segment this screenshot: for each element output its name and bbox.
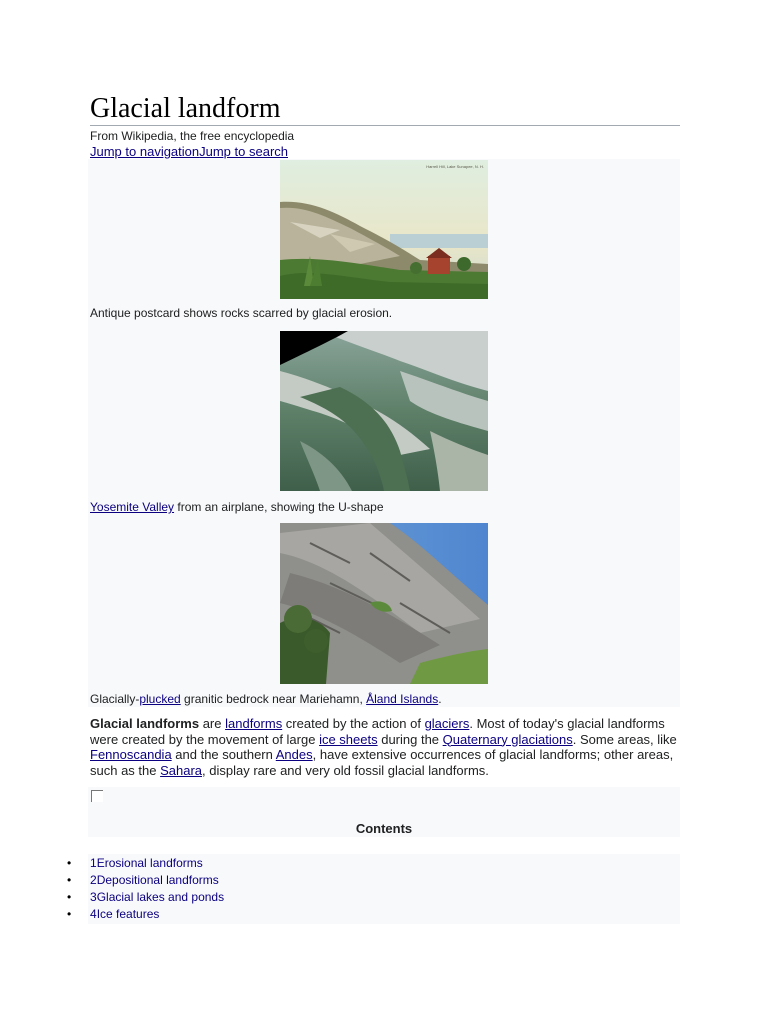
aland-islands-link[interactable]: Åland Islands [366, 692, 439, 706]
plucked-link[interactable]: plucked [139, 692, 181, 706]
intro-text: . Most of today's glacial landforms were created by the movement of large [90, 716, 665, 747]
sahara-link[interactable]: Sahara [160, 762, 203, 778]
yosemite-valley-link[interactable]: Yosemite Valley [90, 500, 175, 514]
ice-sheets-link[interactable]: ice sheets [319, 731, 378, 747]
caption-bedrock-mid: granitic bedrock near Mariehamn, [180, 692, 367, 706]
intro-text: created by the action of [282, 716, 425, 731]
toc-item-number: 4 [90, 907, 97, 921]
caption-bedrock [90, 692, 442, 706]
caption-bedrock-end: . [438, 692, 442, 706]
caption-yosemite [90, 500, 384, 514]
caption-bedrock-pre: Glacially- [90, 692, 140, 706]
intro-paragraph [90, 716, 680, 778]
toc-item-ice-features[interactable]: Ice features [96, 907, 160, 921]
jump-to-navigation-link[interactable]: Jump to navigation [90, 144, 200, 159]
toc-title: Contents [355, 821, 413, 836]
toc-item-depositional-landforms[interactable]: Depositional landforms [96, 873, 219, 887]
postcard-illustration [280, 160, 488, 299]
jump-links [90, 144, 288, 160]
toc-item[interactable] [90, 855, 224, 872]
plucked-bedrock-image[interactable] [280, 523, 488, 684]
toc-list [90, 855, 224, 923]
postcard-label: Harrell Hill, Lake Sunapee, N. H. [426, 164, 484, 169]
quaternary-glaciations-link[interactable]: Quaternary glaciations [442, 731, 573, 747]
toc-item[interactable] [90, 906, 224, 923]
toc-item-number: 1 [90, 856, 97, 870]
toc-item[interactable] [90, 889, 224, 906]
jump-to-search-link[interactable]: Jump to search [199, 144, 288, 159]
toc-item-erosional-landforms[interactable]: Erosional landforms [96, 856, 203, 870]
toc-item-glacial-lakes-and-ponds[interactable]: Glacial lakes and ponds [96, 890, 225, 904]
andes-link[interactable]: Andes [275, 747, 313, 763]
toc-item[interactable] [90, 872, 224, 889]
caption-postcard: Antique postcard shows rocks scarred by glacial erosion. [90, 306, 393, 320]
intro-text: , display rare and very old fossil glacial landforms. [202, 762, 489, 778]
intro-text: during the [377, 731, 443, 747]
intro-text: and the southern [171, 747, 276, 763]
title-divider [90, 125, 680, 126]
yosemite-illustration [280, 331, 488, 491]
landforms-link[interactable]: landforms [225, 716, 283, 731]
glaciers-link[interactable]: glaciers [424, 716, 470, 731]
caption-yosemite-text: from an airplane, showing the U-shape [174, 500, 384, 514]
yosemite-aerial-image[interactable] [280, 331, 488, 491]
toc-item-number: 2 [90, 873, 97, 887]
fennoscandia-link[interactable]: Fennoscandia [90, 747, 172, 763]
page-title: Glacial landform [90, 93, 281, 124]
postcard-image[interactable] [280, 160, 488, 299]
intro-text: . Some areas, like [572, 731, 677, 747]
intro-text: , have extensive occurrences of glacial landforms; other areas, such as the [90, 747, 674, 778]
toc-item-number: 3 [90, 890, 97, 904]
site-tagline: From Wikipedia, the free encyclopedia [90, 129, 295, 143]
bedrock-illustration [280, 523, 488, 684]
intro-bold-term: Glacial landforms [90, 716, 200, 731]
toc-toggle-checkbox[interactable] [91, 790, 103, 802]
intro-text: are [199, 716, 226, 731]
